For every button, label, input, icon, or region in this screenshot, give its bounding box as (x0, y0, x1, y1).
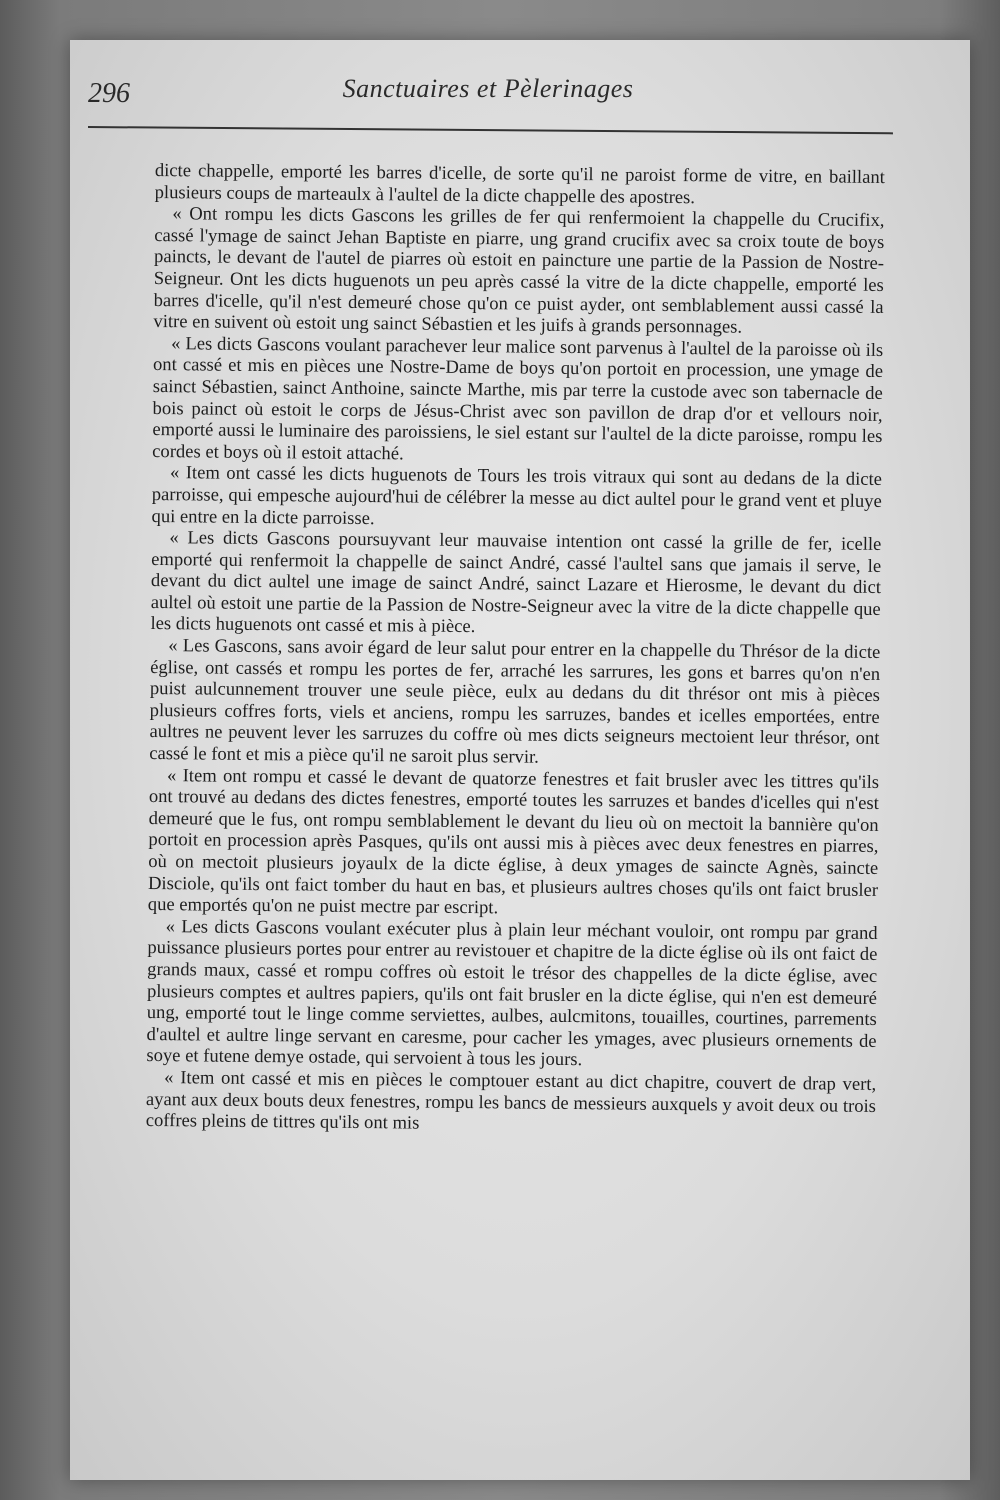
paragraph-4: « Item ont cassé les dicts huguenots de Tours les trois vitraux qui sont au dedans de la dicte parroisse, qui empesche aujourd'hui de célébrer la messe au dict aultel pour le grand vent et pluye qui entre en la dicte parroisse. (151, 462, 883, 529)
paragraph-9: « Item ont cassé et mis en pièces le comptouer estant au dict chapitre, couvert de drap vert, ayant aux deux bouts deux fenestres, rompu les bancs de messieurs auxquels y avoit deux ou trois coffres pleins de tittres qu'ils ont mis (145, 1067, 877, 1134)
body-text (146, 160, 885, 1139)
paragraph-8: « Les dicts Gascons voulant exécuter plus à plain leur méchant vouloir, ont rompu par grand puissance plusieurs portes pour entrer au revistouer et chapitre de la dicte église où ils ont faict de grands maux, cassé et rompu coffres où estoit le trésor des chappelles de la dicte église, avec plusieurs comptes et aultres papiers, qu'ils ont fait brusler en la dicte église, qui n'en est demeuré ung, emporté tout le linge comme serviettes, aulbes, aulcmitons, touailles, courtines, parrements d'aultel et aultre linge servant en caresme, pour cacher les ymages, avec plusieurs ornements de soye et futene demye ostade, qui servoient à tous les jours. (146, 915, 878, 1071)
paragraph-5: « Les dicts Gascons poursuyvant leur mauvaise intention ont cassé la grille de fer, icelle emporté qui renfermoit la chappelle de sainct André, cassé l'aultel sans que jamais il serve, le devant du dict aultel une image de sainct André, sainct Lazare et Hierosme, le devant du dict aultel où estoit une partie de la Passion de Nostre-Seigneur avec la vitre de la dicte chappelle que les dicts huguenots ont cassé et mis à pièce. (150, 527, 882, 638)
running-title: Sanctuaires et Pèlerinages (342, 74, 634, 103)
paragraph-2: « Ont rompu les dicts Gascons les grilles de fer qui renfermoient la chappelle du Crucifix, cassé l'ymage de sainct Jehan Baptiste en piarre, ung grand crucifix avec sa croix toute de boys paincts, le devant de l'autel de piarres où estoit en paincture une partie de la Passion de Nostre-Seigneur. Ont les dicts huguenots un peu après cassé la vitre de la dicte chappelle, emporté les barres d'icelle, qu'il n'est demeuré chose qu'on ce puist ayder, ont semblablement aussi cassé la vitre en suivent où estoit ung sainct Sébastien et les juifs à grands personnages. (153, 203, 885, 338)
paragraph-1: dicte chappelle, emporté les barres d'icelle, de sorte qu'il ne paroist forme de vitre, en baillant plusieurs coups de marteaulx à l'aultel de la dicte chappelle des apostres. (154, 160, 885, 208)
paragraph-7: « Item ont rompu et cassé le devant de quatorze fenestres et fait brusler avec les tittres qu'ils ont trouvé au dedans des dictes fenestres, emporté toutes les sarruzes et bandes d'icelles qui n'est demeuré que le fus, ont rompu semblablement le devant du lieu où on mectoit la bannière qu'on portoit en procession après Pasques, qu'ils ont aussi mis à pièces avec deux fenestres en piarres, où on mectoit plusieurs joyaulx de la dicte église, à deux ymages de saincte Agnès, saincte Disciole, qu'ils ont faict tomber du haut en bas, et plusieurs aultres choses qu'ils ont faict brusler que emportés qu'on ne puist mectre par escript. (147, 764, 880, 919)
page-header (88, 52, 888, 112)
paragraph-3: « Les dicts Gascons voulant parachever leur malice sont parvenus à l'aultel de la paroisse où ils ont cassé et mis en pièces une Nostre-Dame de boys qu'on portoit en procession, une ymage de sainct Sébastien, sainct Anthoine, saincte Marthe, mis par terre la custode avec son tabernacle de bois painct où estoit le corps de Jésus-Christ avec son pavillon de drap d'or et vellours noir, emporté aussi le luminaire des paroissiens, le siel estant sur l'aultel de la dicte paroisse, rompu les cordes et boys où il estoit attaché. (152, 332, 884, 465)
page-number: 296 (88, 78, 130, 109)
paragraph-6: « Les Gascons, sans avoir égard de leur salut pour entrer en la chappelle du Thrésor de la dicte église, ont cassés et rompu les portes de fer, arraché les sarrures, les gons et barres qu'on n'en puist aulcunnement trouver une seule pièce, eulx au dedans du dit thrésor ont mis à pièces plusieurs coffres forts, viels et anciens, rompu les sarruzes, bandes et icelles emportées, entre aultres ne peuvent lever les sarruzes du coffre où mes dicts seigneurs mectoient leur thrésor, ont cassé le font et mis a pièce qu'il ne saroit plus servir. (149, 635, 881, 768)
